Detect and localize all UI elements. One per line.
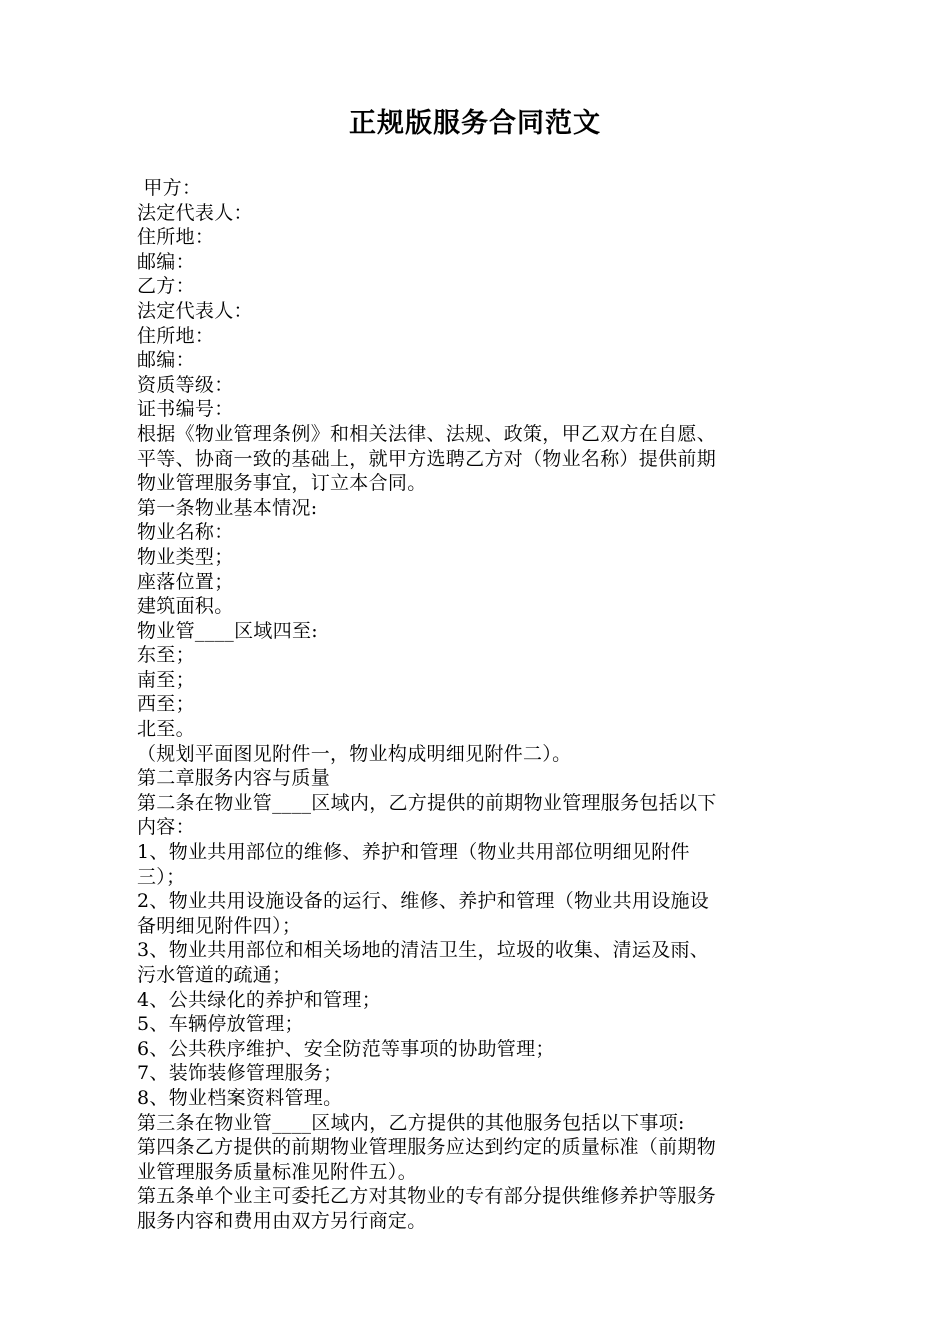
document-line: 7、装饰装修管理服务； xyxy=(137,1062,343,1085)
document-line: 根据《物业管理条例》和相关法律、法规、政策，甲乙双方在自愿、 xyxy=(137,422,717,445)
document-line: 法定代表人： xyxy=(137,201,253,224)
document-line: 邮编： xyxy=(137,349,195,372)
document-line: 2、物业共用设施设备的运行、维修、养护和管理（物业共用设施设 xyxy=(137,890,710,913)
document-line: 证书编号： xyxy=(137,398,234,421)
document-line: 6、公共秩序维护、安全防范等事项的协助管理； xyxy=(137,1037,555,1060)
document-line: 法定代表人： xyxy=(137,299,253,322)
document-line: 座落位置； xyxy=(137,570,234,593)
document-line: 南至； xyxy=(137,668,195,691)
document-line: 5、车辆停放管理； xyxy=(137,1013,304,1036)
document-line: 1、物业共用部位的维修、养护和管理（物业共用部位明细见附件 xyxy=(137,841,690,864)
document-line: 东至； xyxy=(137,644,195,667)
document-line: 资质等级： xyxy=(137,373,234,396)
document-line: 第二条在物业管____区域内，乙方提供的前期物业管理服务包括以下 xyxy=(137,791,717,814)
document-line: 污水管道的疏通； xyxy=(137,964,292,986)
document-line: （规划平面图见附件一，物业构成明细见附件二）。 xyxy=(137,742,572,765)
document-line: 服务内容和费用由双方另行商定。 xyxy=(137,1209,427,1232)
document-line: 4、公共绿化的养护和管理； xyxy=(137,988,381,1011)
document-title: 正规版服务合同范文 xyxy=(349,108,601,139)
document-line: 三）； xyxy=(137,865,186,888)
document-line: 邮编： xyxy=(137,250,195,273)
document-line: 第二章服务内容与质量 xyxy=(137,767,331,790)
document-line: 甲方： xyxy=(137,177,202,199)
document-line: 物业管理服务事宜，订立本合同。 xyxy=(137,472,427,495)
document-line: 乙方： xyxy=(137,275,195,298)
document-line: 物业管____区域四至: xyxy=(137,619,319,642)
document-line: 第四条乙方提供的前期物业管理服务应达到约定的质量标准（前期物 xyxy=(137,1136,717,1159)
document-line: 物业名称： xyxy=(137,521,234,544)
document-line: 备明细见附件四）； xyxy=(137,914,302,937)
document-line: 物业类型； xyxy=(137,545,234,568)
document-body xyxy=(137,176,821,1234)
document-line: 建筑面积。 xyxy=(137,595,234,618)
document-line: 内容： xyxy=(137,816,195,839)
document-line: 8、物业档案资料管理。 xyxy=(137,1086,343,1109)
document-line: 西至； xyxy=(137,693,195,716)
document-line: 3、物业共用部位和相关场地的清洁卫生，垃圾的收集、清运及雨、 xyxy=(137,939,710,962)
document-line: 第三条在物业管____区域内，乙方提供的其他服务包括以下事项: xyxy=(137,1111,685,1134)
document-line: 业管理服务质量标准见附件五）。 xyxy=(137,1160,418,1183)
document-line: 北至。 xyxy=(137,718,195,741)
document-line: 第五条单个业主可委托乙方对其物业的专有部分提供维修养护等服务 xyxy=(137,1185,717,1208)
document-line: 住所地： xyxy=(137,324,215,347)
document-line: 住所地： xyxy=(137,226,215,249)
document-line: 平等、协商一致的基础上，就甲方选聘乙方对（物业名称）提供前期 xyxy=(137,447,717,470)
document-line: 第一条物业基本情况: xyxy=(137,496,318,519)
